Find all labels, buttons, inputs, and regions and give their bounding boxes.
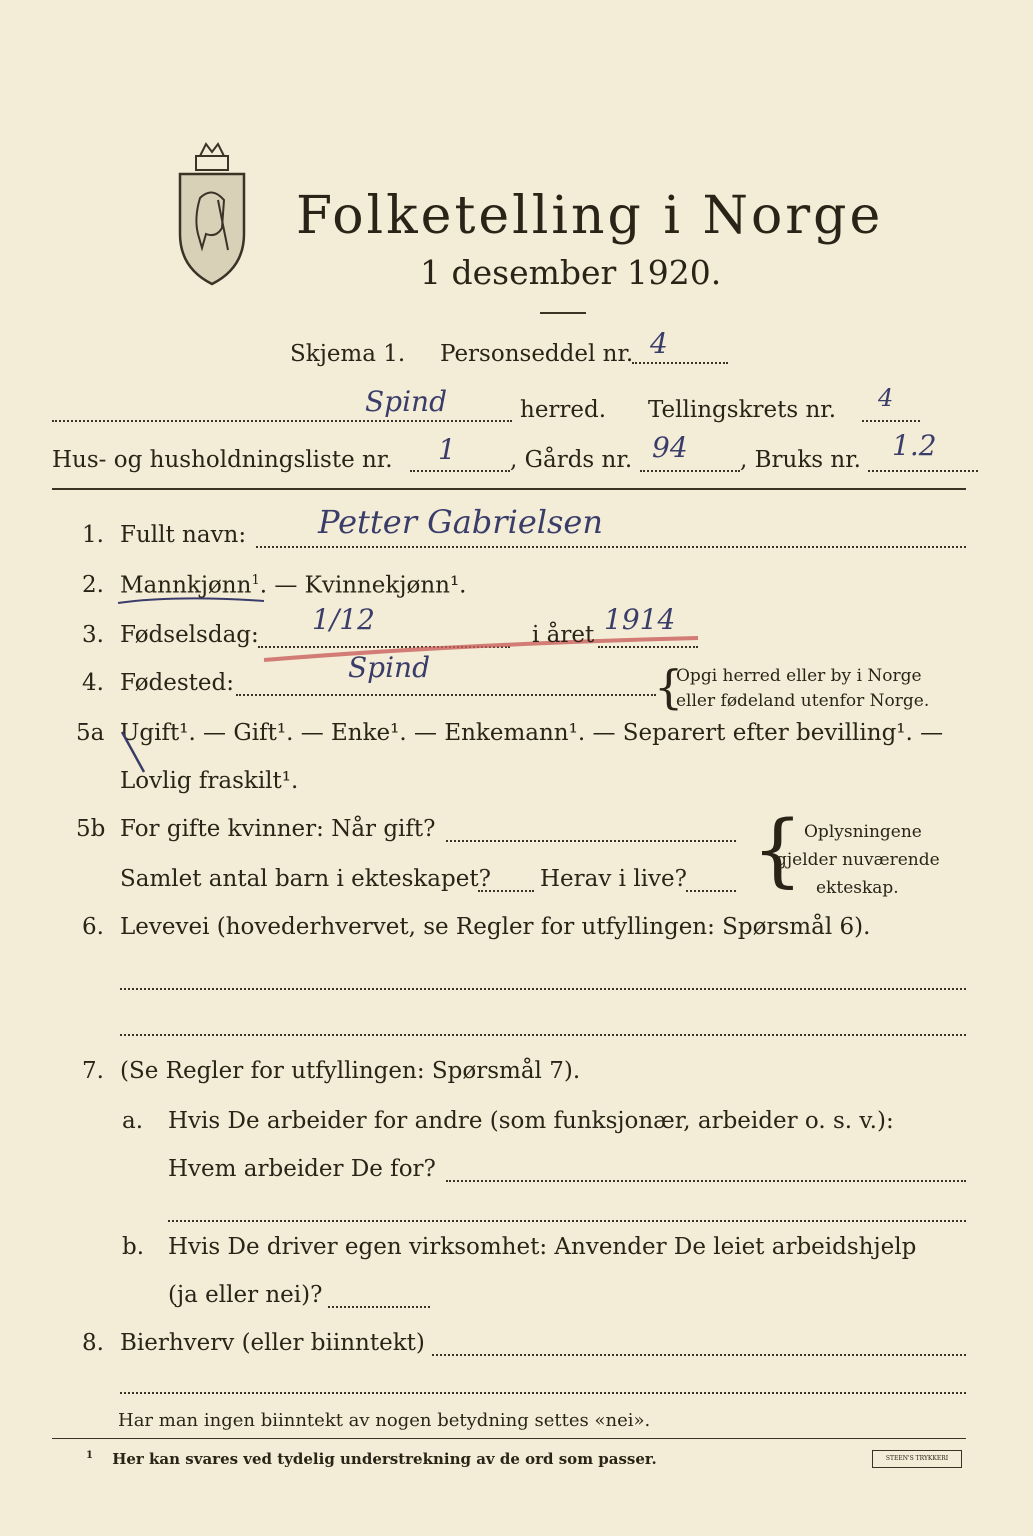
q2-number: 2. bbox=[82, 572, 104, 598]
q5b-line1: For gifte kvinner: Når gift? bbox=[120, 816, 436, 842]
printer-stamp: STEEN'S TRYKKERI bbox=[872, 1450, 962, 1468]
q1-number: 1. bbox=[82, 522, 104, 548]
q5a-number: 5a bbox=[76, 720, 105, 746]
mannkjonn-underline bbox=[116, 592, 266, 611]
q5b-brace: { bbox=[752, 803, 803, 896]
q6-number: 6. bbox=[82, 914, 104, 940]
full-name-value[interactable]: Petter Gabrielsen bbox=[318, 503, 603, 541]
q7a-label: a. bbox=[122, 1108, 144, 1134]
q4-label: Fødested: bbox=[120, 670, 235, 696]
q4-number: 4. bbox=[82, 670, 104, 696]
q5b-line2a: Samlet antal barn i ekteskapet? bbox=[120, 866, 491, 892]
q5a-options[interactable]: Ugift¹. — Gift¹. — Enke¹. — Enkemann¹. — Separert efter bevilling¹. — bbox=[120, 720, 944, 746]
q5a-options-2[interactable]: Lovlig fraskilt¹. bbox=[120, 768, 299, 794]
personseddel-value[interactable]: 4 bbox=[650, 327, 668, 360]
herred-label: herred. bbox=[520, 397, 607, 423]
q6-text: Levevei (hovederhvervet, se Regler for utfyllingen: Spørsmål 6). bbox=[120, 914, 871, 940]
q3-label: Fødselsdag: bbox=[120, 622, 259, 648]
header-divider bbox=[52, 488, 966, 490]
birthday-value[interactable]: 1/12 bbox=[312, 603, 375, 636]
q3-number: 3. bbox=[82, 622, 104, 648]
q4-note-1: Opgi herred eller by i Norge bbox=[676, 666, 922, 686]
q7b-text: Hvis De driver egen virksomhet: Anvender De leiet arbeidshjelp bbox=[168, 1234, 917, 1260]
bruks-value[interactable]: 1.2 bbox=[892, 429, 937, 462]
form-title: Folketelling i Norge bbox=[296, 186, 884, 246]
q7-number: 7. bbox=[82, 1058, 104, 1084]
norwegian-coat-of-arms-icon bbox=[172, 138, 252, 292]
q7a-question: Hvem arbeider De for? bbox=[168, 1156, 436, 1182]
footnote: $^1$ Her kan svares ved tydelig understrekning av de ord som passer. bbox=[86, 1450, 657, 1468]
q8-number: 8. bbox=[82, 1330, 104, 1356]
husliste-label: Hus- og husholdningsliste nr. bbox=[52, 447, 393, 473]
aaret-label: i året bbox=[532, 622, 595, 648]
bruks-label: , Bruks nr. bbox=[740, 447, 861, 473]
q8-text: Bierhverv (eller biinntekt) bbox=[120, 1330, 425, 1356]
q1-label: Fullt navn: bbox=[120, 522, 247, 548]
personseddel-label: Personseddel nr. bbox=[440, 341, 634, 367]
mannkjonn-option[interactable]: Mannkjønn bbox=[120, 572, 252, 599]
birth-year-value[interactable]: 1914 bbox=[604, 603, 676, 636]
gards-label: , Gårds nr. bbox=[510, 447, 633, 473]
q4-note-2: eller fødeland utenfor Norge. bbox=[676, 691, 930, 711]
red-pencil-stroke bbox=[262, 630, 702, 670]
birthplace-value[interactable]: Spind bbox=[348, 651, 431, 684]
q5b-note-3: ekteskap. bbox=[816, 878, 899, 898]
q5b-note-1: Oplysningene bbox=[804, 822, 922, 842]
q7-text: (Se Regler for utfyllingen: Spørsmål 7). bbox=[120, 1058, 581, 1084]
q4-brace: { bbox=[654, 660, 684, 714]
q5b-number: 5b bbox=[76, 816, 106, 842]
form-date: 1 desember 1920. bbox=[420, 253, 722, 292]
tellingskrets-value[interactable]: 4 bbox=[878, 384, 894, 412]
q7b-label: b. bbox=[122, 1234, 145, 1260]
q5b-note-2: gjelder nuværende bbox=[776, 850, 940, 870]
q5b-line2b: Herav i live? bbox=[540, 866, 687, 892]
q2-options: Mannkjønn$^1$. — Kvinnekjønn¹. bbox=[120, 572, 467, 599]
gards-value[interactable]: 94 bbox=[652, 431, 688, 464]
ugift-check-mark bbox=[118, 728, 148, 782]
tellingskrets-label: Tellingskrets nr. bbox=[648, 397, 837, 423]
kvinnekjonn-option[interactable]: . — Kvinnekjønn¹. bbox=[259, 572, 467, 599]
q7b-question: (ja eller nei)? bbox=[168, 1282, 323, 1308]
biinntekt-note: Har man ingen biinntekt av nogen betydning settes «nei». bbox=[118, 1410, 651, 1431]
skjema-label: Skjema 1. bbox=[290, 341, 406, 367]
herred-value[interactable]: Spind bbox=[365, 385, 448, 418]
husliste-value[interactable]: 1 bbox=[438, 433, 456, 466]
q7a-text: Hvis De arbeider for andre (som funksjonær, arbeider o. s. v.): bbox=[168, 1108, 894, 1134]
